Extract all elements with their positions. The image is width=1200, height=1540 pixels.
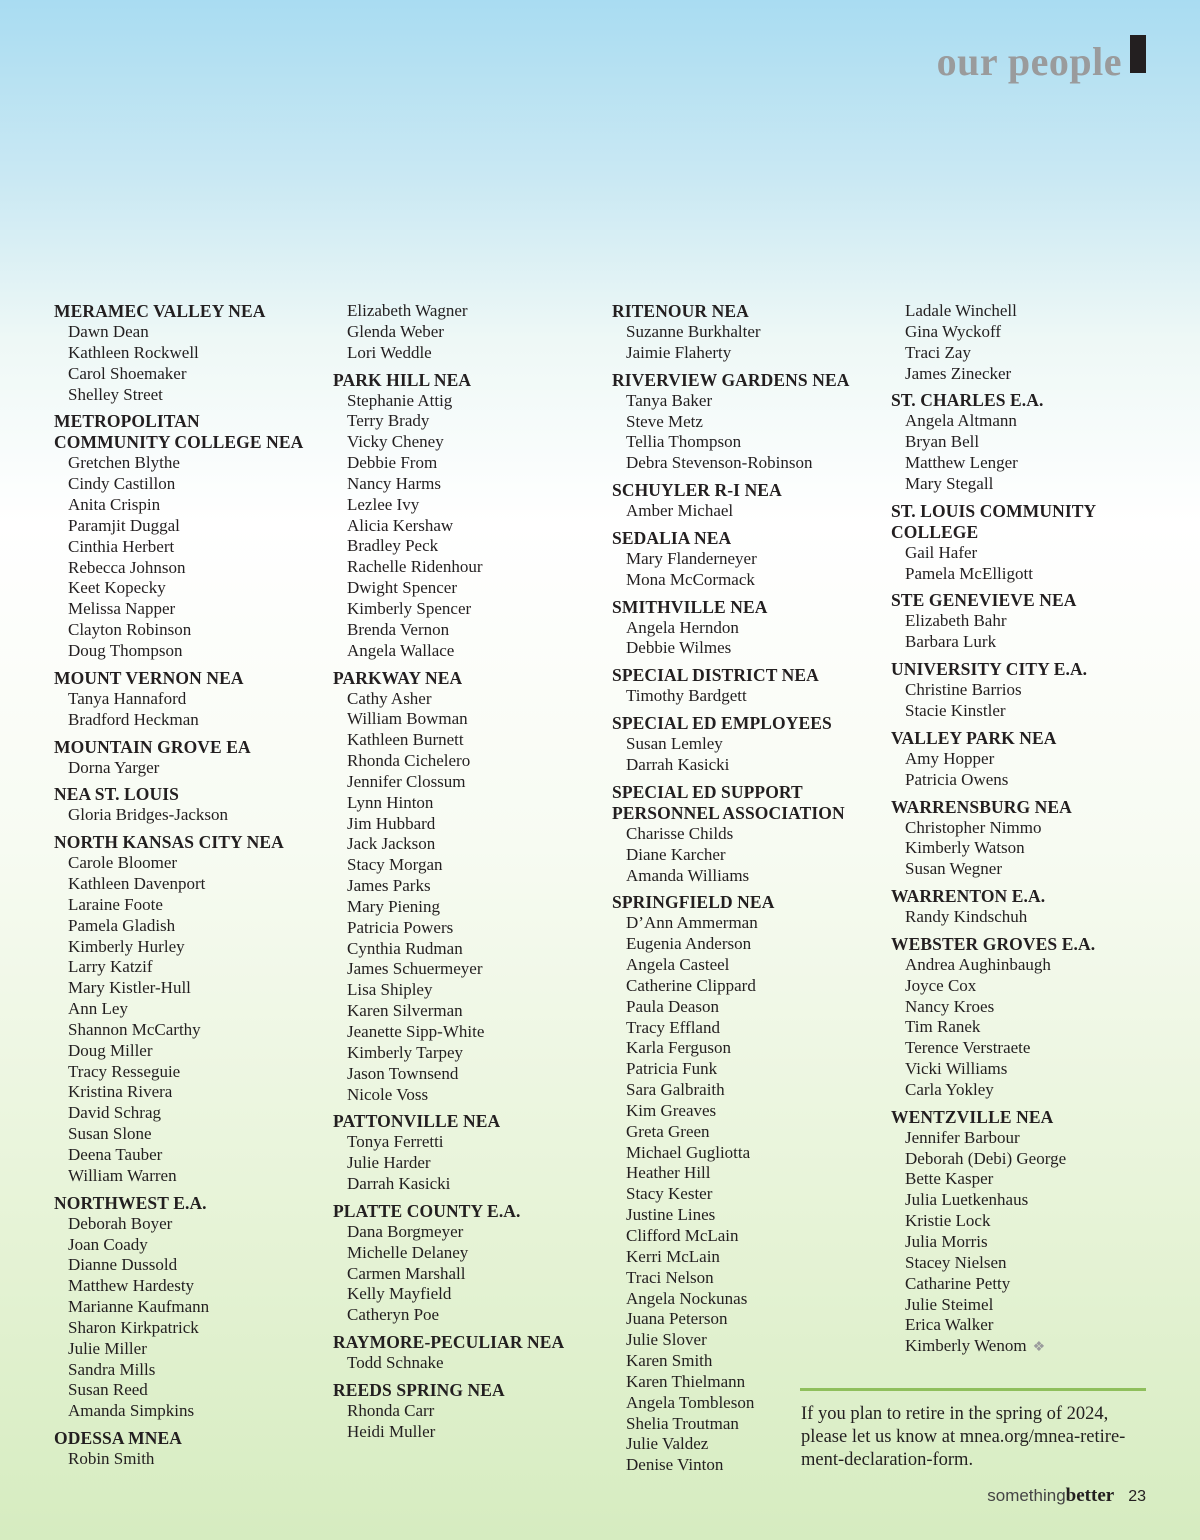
association-group <box>891 301 1096 384</box>
member-name: Debbie Wilmes <box>626 638 732 658</box>
member-name: Dianne Dussold <box>68 1255 178 1275</box>
member-name: Doug Miller <box>68 1040 153 1060</box>
association-group <box>54 1428 303 1470</box>
association-heading: MOUNTAIN GROVE EA <box>54 736 251 757</box>
association-group <box>612 528 849 591</box>
member-name: Paramjit Duggal <box>68 515 180 535</box>
member-name: Marianne Kaufmann <box>68 1297 210 1317</box>
member-name: Matthew Hardesty <box>68 1276 195 1296</box>
member-name: Denise Vinton <box>626 1455 724 1475</box>
column-2 <box>333 301 564 1449</box>
association-group <box>54 737 303 779</box>
member-name: Susan Slone <box>68 1124 152 1144</box>
member-name: Catharine Petty <box>905 1273 1011 1293</box>
member-name: Amy Hopper <box>905 748 995 768</box>
member-name: Carol Shoemaker <box>68 363 187 383</box>
column-3 <box>612 301 849 1482</box>
member-name: Matthew Lenger <box>905 453 1018 473</box>
association-group <box>891 390 1096 494</box>
member-name: Carmen Marshall <box>347 1263 466 1283</box>
member-name: Terence Verstraete <box>905 1038 1031 1058</box>
member-name: Vicky Cheney <box>347 432 444 452</box>
association-heading: ST. LOUIS COMMUNITY <box>891 500 1097 521</box>
member-name: Lezlee Ivy <box>347 494 420 514</box>
association-group <box>891 590 1096 653</box>
member-name: Julia Morris <box>905 1232 988 1251</box>
association-heading: SMITHVILLE NEA <box>612 596 768 617</box>
member-name: Kimberly Wenom ❖ <box>905 1336 1046 1356</box>
member-name: Susan Lemley <box>626 734 723 754</box>
retirement-note: If you plan to retire in the spring of 2024, please let us know at mnea.org/mnea-retire-ment-declaration-form. <box>801 1404 1126 1470</box>
member-name: Gretchen Blythe <box>68 453 180 473</box>
member-name: Michael Gugliotta <box>626 1142 751 1162</box>
member-name: Jack Jackson <box>347 834 436 854</box>
member-name: Gloria Bridges-Jackson <box>68 805 229 825</box>
member-name: Jennifer Clossum <box>347 771 466 791</box>
association-group <box>612 665 849 707</box>
member-name: Jeanette Sipp-White <box>347 1022 485 1041</box>
member-name: Keet Kopecky <box>68 578 166 598</box>
member-name: Bradford Heckman <box>68 709 199 729</box>
member-name: Mary Flanderneyer <box>626 548 757 568</box>
brand-bold: better <box>1065 1485 1115 1506</box>
association-heading: RIVERVIEW GARDENS NEA <box>612 369 850 390</box>
member-name: D’Ann Ammerman <box>626 913 758 933</box>
member-name: Stacy Kester <box>626 1184 713 1204</box>
association-group <box>333 1380 564 1443</box>
member-name: James Zinecker <box>905 363 1012 383</box>
association-group <box>612 301 849 364</box>
member-name: Rhonda Carr <box>347 1400 435 1420</box>
association-group <box>54 1193 303 1422</box>
member-name: Cynthia Rudman <box>347 938 463 958</box>
association-group <box>891 501 1096 585</box>
member-name: Stephanie Attig <box>347 390 453 410</box>
association-group <box>612 713 849 776</box>
association-heading: SPRINGFIELD NEA <box>612 892 775 913</box>
member-name: Elizabeth Bahr <box>905 611 1007 631</box>
member-name: Amber Michael <box>626 501 734 521</box>
member-name: Nancy Kroes <box>905 996 995 1016</box>
association-group <box>54 301 303 405</box>
column-1 <box>54 301 303 1476</box>
member-name: Kimberly Hurley <box>68 936 185 956</box>
member-name: Todd Schnake <box>347 1353 444 1373</box>
association-group <box>333 1201 564 1326</box>
member-name: Kelly Mayfield <box>347 1284 452 1304</box>
association-heading: SCHUYLER R-I NEA <box>612 480 782 501</box>
association-heading: WARRENTON E.A. <box>891 886 1046 907</box>
member-name: Eugenia Anderson <box>626 934 752 954</box>
member-name: Traci Nelson <box>626 1267 714 1287</box>
association-heading: RAYMORE-PECULIAR NEA <box>333 1332 565 1353</box>
member-name: Jennifer Barbour <box>905 1127 1020 1147</box>
member-name: Carole Bloomer <box>68 853 178 873</box>
member-name: Sandra Mills <box>68 1359 156 1379</box>
member-name: Karla Ferguson <box>626 1038 731 1058</box>
association-group <box>612 782 849 887</box>
member-name: Diane Karcher <box>626 844 726 864</box>
member-name: Bradley Peck <box>347 536 439 556</box>
member-name: Vicki Williams <box>905 1059 1008 1079</box>
member-name: Tracy Effland <box>626 1017 720 1037</box>
member-name: Angela Altmann <box>905 411 1017 431</box>
member-name: Julie Slover <box>626 1330 707 1350</box>
member-name: Tanya Hannaford <box>68 688 187 708</box>
member-name: Juana Peterson <box>626 1309 728 1329</box>
association-group <box>333 301 564 364</box>
member-name: Patricia Funk <box>626 1059 718 1079</box>
association-group <box>891 934 1096 1101</box>
page-number: 23 <box>1128 1488 1146 1505</box>
member-name: Andrea Aughinbaugh <box>905 954 1051 974</box>
member-name: Angela Nockunas <box>626 1288 748 1308</box>
member-name: Karen Smith <box>626 1351 713 1371</box>
member-name: Karen Silverman <box>347 1001 463 1021</box>
association-heading: WARRENSBURG NEA <box>891 796 1072 817</box>
member-name: Tonya Ferretti <box>347 1132 444 1152</box>
association-heading: MOUNT VERNON NEA <box>54 667 244 688</box>
member-name: Kim Greaves <box>626 1100 717 1120</box>
member-name: Karen Thielmann <box>626 1371 746 1391</box>
member-name: Pamela Gladish <box>68 915 176 935</box>
member-name: Joyce Cox <box>905 975 977 995</box>
member-name: Amanda Simpkins <box>68 1401 195 1421</box>
member-name: Justine Lines <box>626 1205 716 1225</box>
member-name: Gail Hafer <box>905 542 978 562</box>
association-heading: PARKWAY NEA <box>333 667 463 688</box>
member-name: Angela Casteel <box>626 955 730 975</box>
member-name: Rebecca Johnson <box>68 557 186 577</box>
member-name: Christopher Nimmo <box>905 817 1042 837</box>
member-name: Julie Miller <box>68 1338 147 1358</box>
association-heading: SPECIAL ED EMPLOYEES <box>612 713 832 734</box>
member-name: Mona McCormack <box>626 569 755 589</box>
member-name: Tracy Resseguie <box>68 1061 181 1081</box>
member-name: Angela Herndon <box>626 617 739 637</box>
association-heading: VALLEY PARK NEA <box>891 727 1057 748</box>
member-name: Dorna Yarger <box>68 757 160 777</box>
member-name: Sharon Kirkpatrick <box>68 1317 199 1337</box>
member-name: Deborah Boyer <box>68 1213 173 1233</box>
member-name: Darrah Kasicki <box>626 754 730 774</box>
association-group <box>891 1107 1096 1359</box>
member-name: Brenda Vernon <box>347 619 450 639</box>
association-heading: SEDALIA NEA <box>612 527 732 548</box>
member-name: Christine Barrios <box>905 680 1022 700</box>
association-heading: PATTONVILLE NEA <box>333 1111 501 1132</box>
section-title-bar <box>1130 35 1146 73</box>
member-name: Ladale Winchell <box>905 301 1017 320</box>
member-name: Stacie Kinstler <box>905 700 1006 720</box>
member-name: Sara Galbraith <box>626 1080 725 1100</box>
association-group <box>333 370 564 662</box>
footer <box>987 1485 1146 1507</box>
association-heading: STE GENEVIEVE NEA <box>891 590 1077 611</box>
association-heading: COLLEGE <box>891 521 979 542</box>
member-name: Angela Wallace <box>347 640 455 660</box>
member-name: Amanda Williams <box>626 865 750 885</box>
association-heading: ST. CHARLES E.A. <box>891 390 1044 411</box>
association-heading: UNIVERSITY CITY E.A. <box>891 659 1088 680</box>
association-heading: NORTH KANSAS CITY NEA <box>54 832 284 853</box>
member-name: David Schrag <box>68 1103 162 1123</box>
association-heading: WENTZVILLE NEA <box>891 1106 1054 1127</box>
member-name: Anita Crispin <box>68 495 161 515</box>
member-name: Mary Stegall <box>905 473 994 493</box>
association-heading: PLATTE COUNTY E.A. <box>333 1200 521 1221</box>
association-heading: NEA ST. LOUIS <box>54 784 179 805</box>
member-name: Kathleen Burnett <box>347 730 464 750</box>
member-name: Debbie From <box>347 453 438 473</box>
member-name: Rachelle Ridenhour <box>347 557 483 577</box>
member-name: Catheryn Poe <box>347 1305 440 1325</box>
end-ornament-icon: ❖ <box>1032 1340 1046 1356</box>
member-name: Jaimie Flaherty <box>626 342 732 362</box>
member-name: Patricia Powers <box>347 917 454 937</box>
association-heading: REEDS SPRING NEA <box>333 1379 505 1400</box>
member-name: Heather Hill <box>626 1163 711 1183</box>
association-group <box>54 668 303 731</box>
member-name: Tim Ranek <box>905 1017 981 1037</box>
association-group <box>891 797 1096 881</box>
member-name: Shelia Troutman <box>626 1413 739 1433</box>
member-name: Cathy Asher <box>347 688 432 708</box>
association-group <box>612 370 849 474</box>
member-name: Jim Hubbard <box>347 813 436 833</box>
association-heading: METROPOLITAN <box>54 411 200 432</box>
association-heading: NORTHWEST E.A. <box>54 1192 207 1213</box>
member-name: Larry Katzif <box>68 957 153 977</box>
member-name: Cinthia Herbert <box>68 536 175 556</box>
member-name: Nancy Harms <box>347 473 441 493</box>
member-name: Kristina Rivera <box>68 1082 173 1102</box>
association-group <box>333 668 564 1106</box>
association-heading: PARK HILL NEA <box>333 369 472 390</box>
association-group <box>612 597 849 660</box>
member-name: Kerri McLain <box>626 1246 720 1266</box>
member-name: Cindy Castillon <box>68 474 176 494</box>
member-name: Deena Tauber <box>68 1145 163 1164</box>
member-name: Erica Walker <box>905 1315 994 1335</box>
member-name: Tanya Baker <box>626 390 713 410</box>
member-name: Mary Piening <box>347 896 441 916</box>
member-name: Shelley Street <box>68 384 163 404</box>
member-name: Gina Wyckoff <box>905 321 1002 341</box>
member-name: Steve Metz <box>626 411 703 431</box>
member-name: Laraine Foote <box>68 894 163 914</box>
member-name: Kimberly Spencer <box>347 598 472 618</box>
member-name: Shannon McCarthy <box>68 1019 201 1039</box>
member-name: Lynn Hinton <box>347 792 434 812</box>
member-name: Timothy Bardgett <box>626 686 747 706</box>
member-name: Debra Stevenson-Robinson <box>626 453 813 473</box>
member-name: Doug Thompson <box>68 640 183 660</box>
member-name: Barbara Lurk <box>905 632 997 652</box>
member-name: James Schuermeyer <box>347 959 483 979</box>
member-name: Charisse Childs <box>626 823 734 843</box>
member-name: Jason Townsend <box>347 1063 459 1083</box>
member-name: Stacey Nielsen <box>905 1252 1007 1272</box>
association-heading: SPECIAL DISTRICT NEA <box>612 665 819 686</box>
member-name: Paula Deason <box>626 996 720 1016</box>
association-heading: SPECIAL ED SUPPORT <box>612 781 803 802</box>
member-name: Terry Brady <box>347 411 430 431</box>
member-name: William Warren <box>68 1165 177 1185</box>
member-name: Heidi Muller <box>347 1421 436 1441</box>
member-name: Dawn Dean <box>68 322 149 341</box>
member-name: Deborah (Debi) George <box>905 1148 1067 1168</box>
column-4 <box>891 301 1096 1365</box>
member-name: Clayton Robinson <box>68 620 192 640</box>
member-name: Rhonda Cichelero <box>347 751 471 771</box>
association-group <box>333 1332 564 1374</box>
member-name: Kristie Lock <box>905 1211 991 1231</box>
note-divider <box>800 1388 1146 1391</box>
member-name: Lisa Shipley <box>347 980 433 1000</box>
member-name: Michelle Delaney <box>347 1242 469 1262</box>
member-name: Julie Valdez <box>626 1434 709 1454</box>
member-name: James Parks <box>347 876 431 896</box>
member-name: Kathleen Rockwell <box>68 342 199 362</box>
member-name: Robin Smith <box>68 1449 155 1469</box>
member-name: Kimberly Watson <box>905 838 1025 858</box>
member-name: Tellia Thompson <box>626 432 742 452</box>
section-title: our people <box>936 39 1122 84</box>
association-heading: RITENOUR NEA <box>612 301 749 321</box>
member-name: William Bowman <box>347 709 468 729</box>
member-name: Susan Wegner <box>905 859 1002 879</box>
member-name: Dwight Spencer <box>347 578 458 598</box>
member-name: Elizabeth Wagner <box>347 301 468 320</box>
member-name: Patricia Owens <box>905 769 1009 789</box>
member-name: Kathleen Davenport <box>68 874 206 894</box>
association-group <box>54 784 303 826</box>
member-name: Bryan Bell <box>905 432 980 452</box>
member-name: Julie Steimel <box>905 1294 994 1314</box>
member-name: Traci Zay <box>905 342 971 362</box>
member-name: Pamela McElligott <box>905 563 1033 583</box>
member-name: Carla Yokley <box>905 1079 994 1099</box>
member-name: Julie Harder <box>347 1153 431 1173</box>
member-name: Randy Kindschuh <box>905 907 1028 927</box>
member-name: Alicia Kershaw <box>347 515 454 535</box>
member-name: Catherine Clippard <box>626 975 756 995</box>
association-heading: PERSONNEL ASSOCIATION <box>612 802 845 823</box>
member-name: Glenda Weber <box>347 321 444 341</box>
member-name: Susan Reed <box>68 1380 148 1400</box>
member-name: Ann Ley <box>68 999 128 1019</box>
association-group <box>54 411 303 661</box>
member-name: Clifford McLain <box>626 1226 739 1245</box>
member-name: Dana Borgmeyer <box>347 1221 464 1241</box>
association-heading: COMMUNITY COLLEGE NEA <box>54 432 304 453</box>
association-heading: WEBSTER GROVES E.A. <box>891 933 1096 954</box>
member-name: Stacy Morgan <box>347 855 443 875</box>
brand-light: something <box>987 1486 1066 1505</box>
member-name: Greta Green <box>626 1121 710 1141</box>
member-name: Lori Weddle <box>347 342 432 362</box>
member-name: Darrah Kasicki <box>347 1174 451 1194</box>
association-heading: MERAMEC VALLEY NEA <box>54 301 266 321</box>
association-group <box>612 480 849 522</box>
association-group <box>891 886 1096 928</box>
association-group <box>891 659 1096 722</box>
member-name: Angela Tombleson <box>626 1392 755 1412</box>
member-name: Kimberly Tarpey <box>347 1042 464 1062</box>
association-group <box>54 832 303 1187</box>
association-group <box>891 728 1096 791</box>
member-name: Mary Kistler-Hull <box>68 978 191 998</box>
member-name: Nicole Voss <box>347 1084 429 1104</box>
member-name: Suzanne Burkhalter <box>626 322 761 341</box>
association-group <box>333 1111 564 1195</box>
member-name: Joan Coady <box>68 1234 148 1254</box>
member-name: Bette Kasper <box>905 1169 994 1189</box>
member-name: Julia Luetkenhaus <box>905 1190 1029 1210</box>
member-name: Melissa Napper <box>68 599 176 619</box>
association-heading: ODESSA MNEA <box>54 1428 183 1449</box>
